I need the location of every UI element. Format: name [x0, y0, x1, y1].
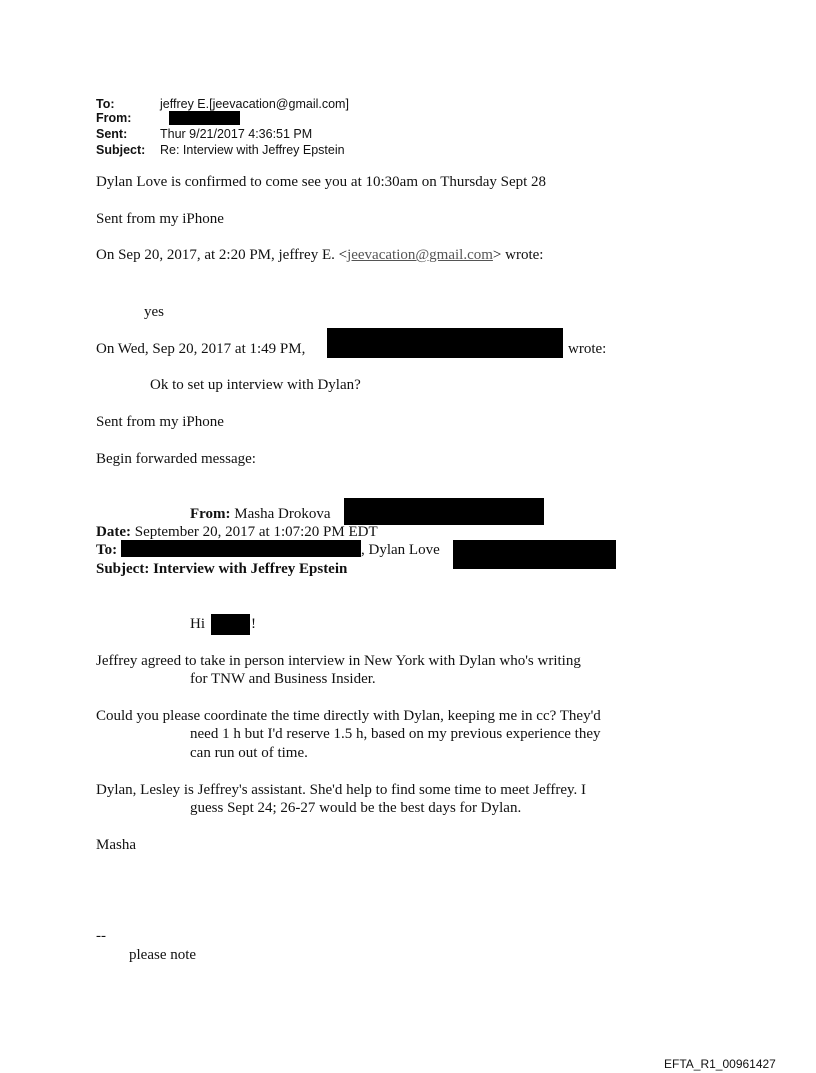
signature-dashes: --: [96, 928, 106, 944]
fwd-date-label: Date:: [96, 524, 131, 540]
fwd-to-value: , Dylan Love: [361, 542, 440, 558]
subject-value: Re: Interview with Jeffrey Epstein: [160, 143, 345, 157]
to-value: jeffrey E.[jeevacation@gmail.com]: [160, 97, 349, 111]
fwd-subject: [96, 561, 347, 578]
para2-line1: Could you please coordinate the time directly with Dylan, keeping me in cc? They'd: [96, 708, 601, 724]
from-label: From:: [96, 111, 132, 125]
redaction-block: [211, 614, 250, 635]
fwd-date-value: September 20, 2017 at 1:07:20 PM EDT: [134, 524, 378, 540]
para1-line2: for TNW and Business Insider.: [190, 671, 376, 687]
body-line-1: Dylan Love is confirmed to come see you at 10:30am on Thursday Sept 28: [96, 174, 547, 190]
please-note: please note: [129, 947, 197, 963]
fwd-from-label: From:: [190, 506, 231, 522]
fwd-subject-value: Interview with Jeffrey Epstein: [153, 561, 348, 577]
redaction-block: [344, 498, 544, 525]
quote2-prefix: On Wed, Sep 20, 2017 at 1:49 PM,: [96, 341, 306, 357]
fwd-to-label: To:: [96, 542, 118, 558]
sent-value: Thur 9/21/2017 4:36:51 PM: [160, 127, 313, 141]
ok-line: Ok to set up interview with Dylan?: [150, 377, 361, 393]
redaction-block: [327, 328, 563, 358]
fwd-date: [96, 524, 378, 541]
fwd-subject-label: Subject:: [96, 561, 150, 577]
redaction-block: [169, 111, 240, 125]
quote-header-1: [96, 247, 543, 264]
para3-line2: guess Sept 24; 26-27 would be the best days for Dylan.: [190, 800, 522, 816]
greeting-end: !: [251, 616, 256, 632]
fwd-from: [190, 506, 331, 523]
begin-forwarded: Begin forwarded message:: [96, 451, 256, 467]
subject-label: Subject:: [96, 143, 146, 157]
reply-yes: yes: [144, 304, 164, 320]
para2-line2: need 1 h but I'd reserve 1.5 h, based on my previous experience they: [190, 726, 601, 742]
quote2-suffix: wrote:: [568, 341, 607, 357]
quote1-suffix: > wrote:: [492, 247, 544, 263]
fwd-from-value: Masha Drokova: [234, 506, 331, 522]
para1-line1: Jeffrey agreed to take in person interview in New York with Dylan who's writing: [96, 653, 581, 669]
redaction-block: [121, 540, 361, 557]
to-label: To:: [96, 97, 115, 111]
quote1-prefix: On Sep 20, 2017, at 2:20 PM, jeffrey E. <: [96, 247, 348, 263]
email-link[interactable]: jeevacation@gmail.com: [347, 247, 493, 263]
signoff: Masha: [96, 837, 136, 853]
sent-from-iphone-2: Sent from my iPhone: [96, 414, 224, 430]
document-id: EFTA_R1_00961427: [664, 1057, 776, 1071]
sent-from-iphone-1: Sent from my iPhone: [96, 211, 224, 227]
para3-line1: Dylan, Lesley is Jeffrey's assistant. She'd help to find some time to meet Jeffrey. I: [96, 782, 587, 798]
redaction-block: [453, 540, 616, 569]
para2-line3: can run out of time.: [190, 745, 308, 761]
sent-label: Sent:: [96, 127, 128, 141]
greeting-hi: Hi: [190, 616, 205, 632]
